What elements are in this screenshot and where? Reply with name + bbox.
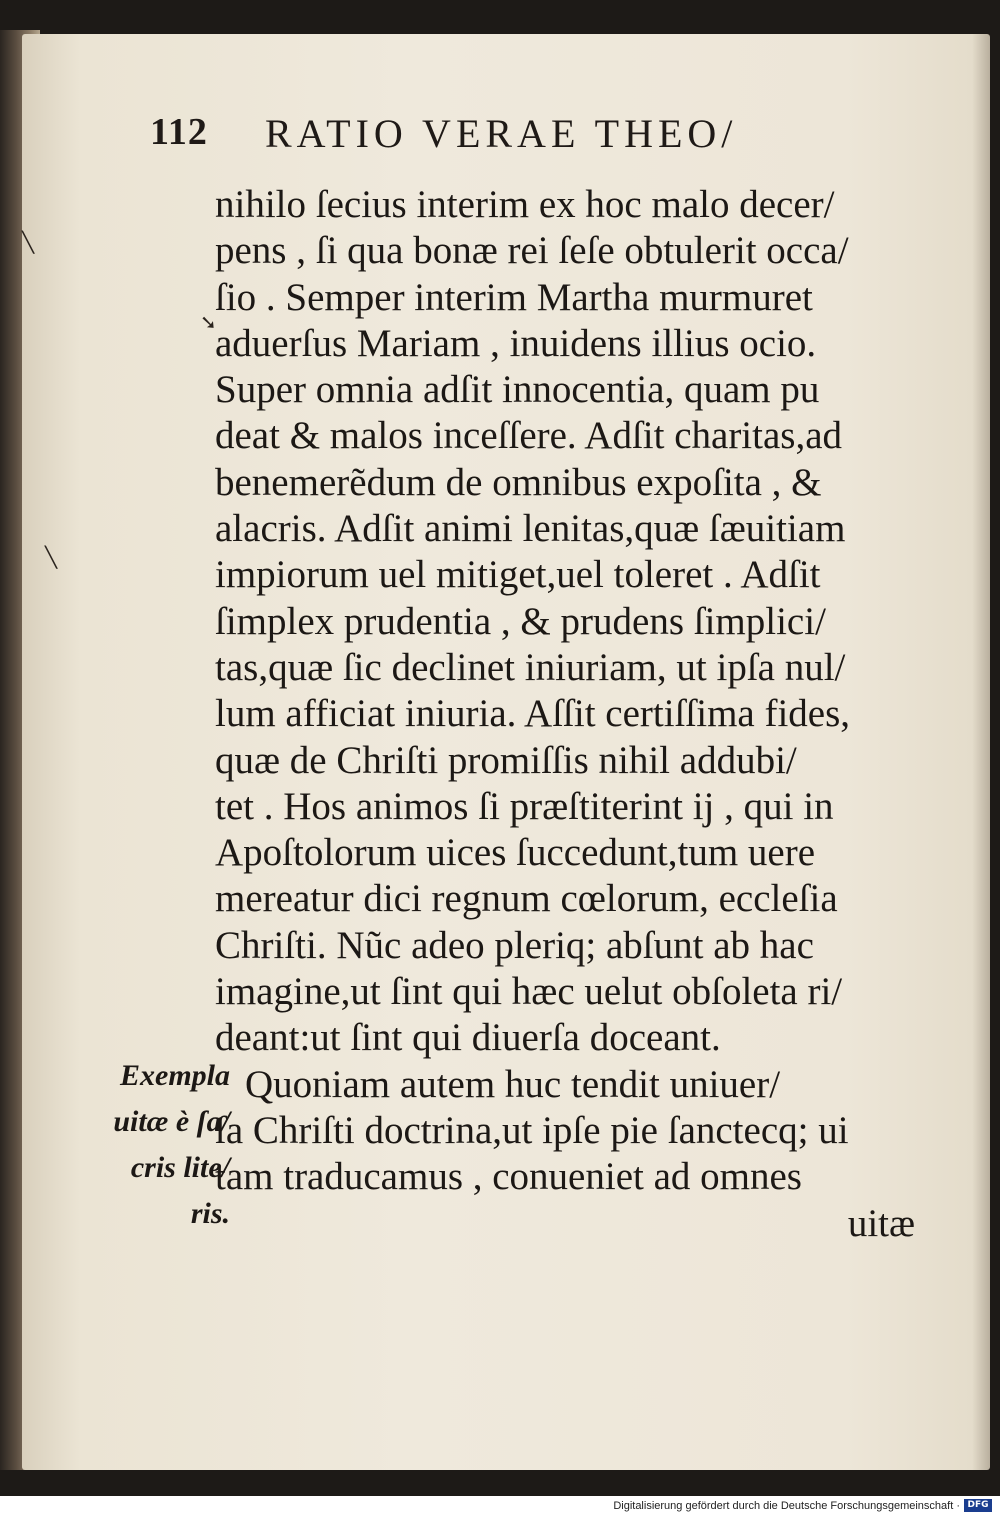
text-line: tas,quæ ſic declinet iniuriam, ut ipſa nul/ <box>215 645 846 689</box>
body-text <box>215 182 955 1247</box>
funding-credit: Digitalisierung gefördert durch die Deutsche Forschungsgemeinschaft · <box>613 1500 960 1512</box>
text-line: alacris. Adſit animi lenitas,quæ ſæuitiam <box>215 507 846 551</box>
text-line: tet . Hos animos ſi præſtiterint ij , qui in <box>215 784 834 828</box>
text-line: deant:ut ſint qui diuerſa doceant. <box>215 1016 721 1060</box>
text-line-indented: Quoniam autem huc tendit uniuer/ <box>245 1062 781 1106</box>
text-line: ſimplex prudentia , & prudens ſimplici/ <box>215 599 826 643</box>
text-line: benemerẽdum de omnibus expoſita , & <box>215 460 822 504</box>
text-line: Chriſti. Nũc adeo pleriq; abſunt ab hac <box>215 923 814 967</box>
page-number: 112 <box>150 111 208 153</box>
text-line: tam traducamus , conueniet ad omnes <box>215 1155 802 1199</box>
text-line: ſa Chriſti doctrina,ut ipſe pie ſanctecq; ui <box>215 1108 849 1152</box>
text-line: Super omnia adſit innocentia, quam pu <box>215 368 820 412</box>
running-title: RATIO VERAE THEO/ <box>265 111 738 156</box>
margin-note <box>70 1053 230 1237</box>
marginal-mark: ╲ <box>45 545 58 569</box>
margin-note-line: Exempla <box>120 1059 230 1092</box>
text-line: aduerſus Mariam , inuidens illius ocio. <box>215 321 817 365</box>
marginal-mark: ╲ <box>22 230 35 254</box>
text-line: nihilo ſecius interim ex hoc malo decer/ <box>215 183 835 226</box>
pointer-mark: ➘ <box>200 310 217 334</box>
text-line: quæ de Chriſti promiſſis nihil addubi/ <box>215 738 797 782</box>
text-line: imagine,ut ſint qui hæc uelut obſoleta ri/ <box>215 970 843 1014</box>
margin-note-line: cris lite/ <box>130 1151 230 1184</box>
catchword: uitæ <box>847 1201 915 1245</box>
margin-note-line: uitæ è ſa/ <box>113 1105 230 1138</box>
page-shadow <box>972 34 990 1470</box>
text-line: pens , ſi qua bonæ rei ſeſe obtulerit occa/ <box>215 229 849 273</box>
text-line: Apoſtolorum uices ſuccedunt,tum uere <box>215 831 816 875</box>
text-line: ſio . Semper interim Martha murmuret <box>215 275 813 319</box>
text-line: impiorum uel mitiget,uel toleret . Adſit <box>215 553 821 597</box>
text-line: lum afficiat iniuria. Aſſit certiſſima fides, <box>215 692 851 736</box>
text-line: mereatur dici regnum cœlorum, eccleſia <box>215 877 838 921</box>
page-header <box>150 110 850 160</box>
margin-note-line: ris. <box>190 1197 230 1230</box>
dfg-logo: DFG <box>964 1499 992 1512</box>
digitization-footer <box>0 1496 1000 1516</box>
text-line: deat & malos inceſſere. Adſit charitas,ad <box>215 414 843 458</box>
